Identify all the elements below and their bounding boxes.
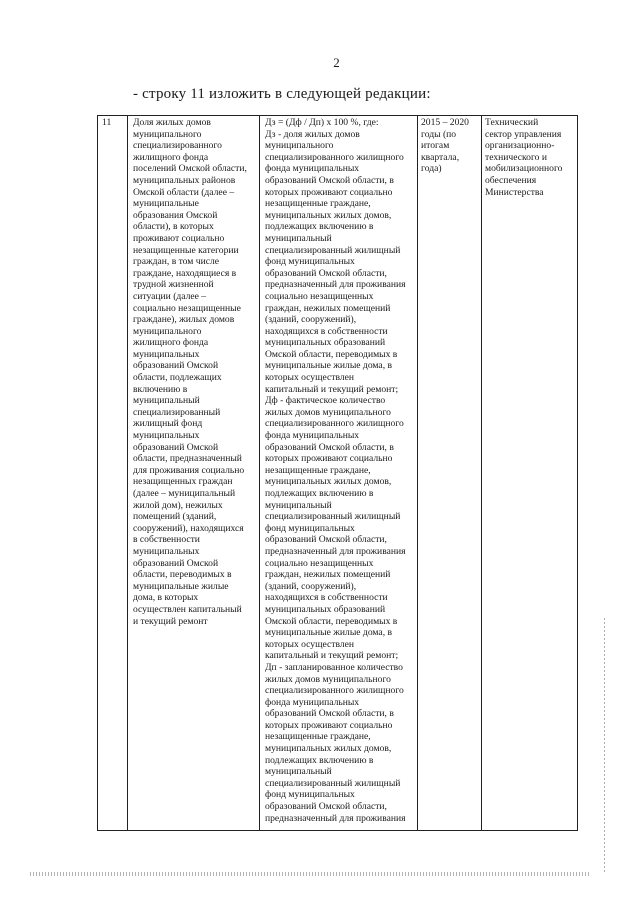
scan-artifact-right-edge — [604, 618, 605, 873]
row-number-cell: 11 — [98, 116, 128, 831]
page-number: 2 — [333, 55, 340, 70]
formula-cell: Дз = (Дф / Дп) х 100 %, где: Дз - доля жилых домов муниципального специализированного жилищного фонда муниципальных образований Омской области, в которых проживают социально незащищенные граждане, муниципальных жилых домов, подлежащих включению в муниципальный специализированный жилищный фонд муниципальных образований Омской области, предназначенный для проживания социально незащищенных граждан, нежилых помещений (зданий, сооружений), находящихся в собственности муниципальных образований Омской области, переводимых в муниципальные жилые дома, в которых осуществлен капитальный и текущий ремонт; Дф - фактическое количество жилых домов муниципального специализированного жилищного фонда муниципальных образований Омской области, в которых проживают социально незащищенные граждане, муниципальных жилых домов, подлежащих включению в муниципальный специализированный жилищный фонд муниципальных образований Омской области, предназначенный для проживания социально незащищенных граждан, нежилых помещений (зданий, сооружений), находящихся в собственности муниципальных образований Омской области, переводимых в муниципальные жилые дома, в которых осуществлен капитальный и текущий ремонт; Дп - запланированное количество жилых домов муниципального специализированного жилищного фонда муниципальных образований Омской области, в которых проживают социально незащищенные граждане, муниципальных жилых домов, подлежащих включению в муниципальный специализированный жилищный фонд муниципальных образований Омской области, предназначенный для проживания — [260, 116, 418, 831]
indicator-name-cell: Доля жилых домов муниципального специализированного жилищного фонда поселений Омской области, муниципальных районов Омской области (далее – муниципальные образования Омской области), в которых проживают социально незащищенные категории граждан, в том числе граждане, находящиеся в трудной жизненной ситуации (далее – социально незащищенные граждане), жилых домов муниципального жилищного фонда муниципальных образований Омской области, подлежащих включению в муниципальный специализированный жилищный фонд муниципальных образований Омской области, предназначенный для проживания социально незащищенных граждан (далее – муниципальный жилой дом), нежилых помещений (зданий, сооружений), находящихся в собственности муниципальных образований Омской области, переводимых в муниципальные жилые дома, в которых осуществлен капитальный и текущий ремонт — [128, 116, 260, 831]
indicator-table — [97, 115, 578, 831]
scan-artifact-bottom-edge — [30, 872, 590, 876]
table-row — [98, 116, 578, 831]
responsible-cell: Технический сектор управления организационно- технического и мобилизационного обеспечения Министерства — [482, 116, 578, 831]
period-cell: 2015 – 2020 годы (по итогам квартала, года) — [418, 116, 482, 831]
section-heading: - строку 11 изложить в следующей редакции: — [133, 86, 431, 102]
